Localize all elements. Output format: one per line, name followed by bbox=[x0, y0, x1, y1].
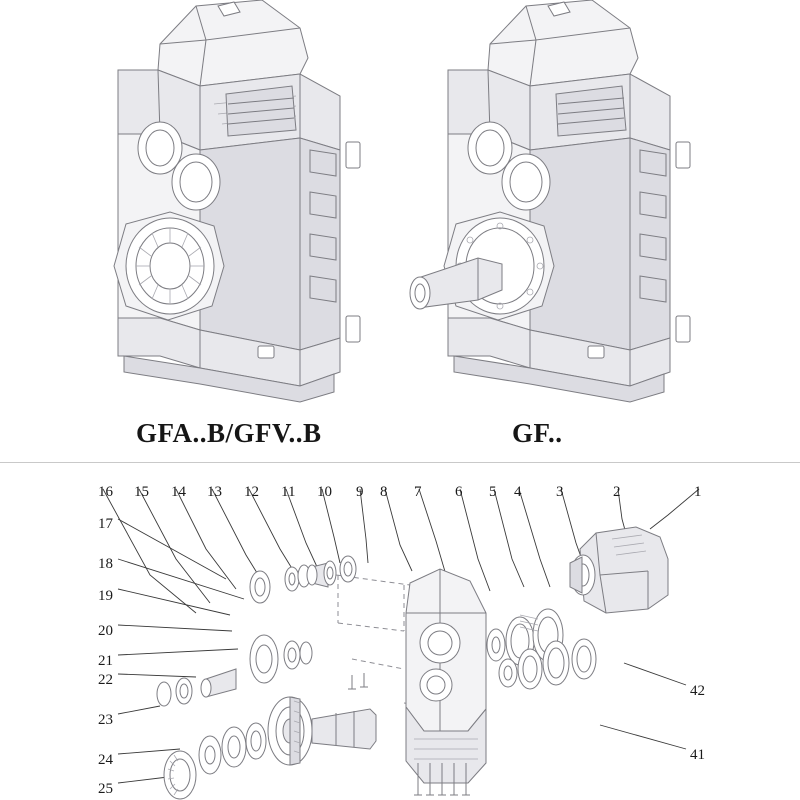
callout-number: 20 bbox=[98, 623, 113, 639]
callout-number: 12 bbox=[244, 484, 259, 500]
caption-left: GFA..B/GFV..B bbox=[136, 418, 322, 448]
callout-number: 42 bbox=[690, 683, 705, 699]
callout-number: 11 bbox=[281, 484, 296, 500]
callout-number: 7 bbox=[414, 484, 422, 500]
callout-number: 14 bbox=[171, 484, 186, 500]
callout-number: 8 bbox=[380, 484, 388, 500]
callout-number: 21 bbox=[98, 653, 113, 669]
callout-number: 17 bbox=[98, 516, 113, 532]
housing-body-part bbox=[406, 569, 486, 783]
callout-number: 10 bbox=[317, 484, 332, 500]
callout-number: 1 bbox=[694, 484, 702, 500]
callout-number: 6 bbox=[455, 484, 463, 500]
left-gear-unit-drawing bbox=[114, 0, 360, 402]
callout-number: 15 bbox=[134, 484, 149, 500]
callout-number: 18 bbox=[98, 556, 113, 572]
exploded-view-svg bbox=[0, 463, 800, 800]
callout-number: 19 bbox=[98, 588, 113, 604]
callout-number: 3 bbox=[556, 484, 564, 500]
callout-number: 41 bbox=[690, 747, 705, 763]
right-gear-unit-drawing bbox=[410, 0, 690, 402]
motor-assembly-part bbox=[570, 527, 668, 613]
callout-number: 23 bbox=[98, 712, 113, 728]
callout-number: 22 bbox=[98, 672, 113, 688]
callout-number: 9 bbox=[356, 484, 364, 500]
caption-right: GF.. bbox=[512, 418, 563, 448]
callout-number: 4 bbox=[514, 484, 522, 500]
callout-number: 24 bbox=[98, 752, 113, 768]
callout-number: 13 bbox=[207, 484, 222, 500]
callout-number: 16 bbox=[98, 484, 113, 500]
callout-number: 25 bbox=[98, 781, 113, 797]
exploded-view-panel bbox=[0, 463, 800, 800]
callout-number: 2 bbox=[613, 484, 621, 500]
callout-number: 5 bbox=[489, 484, 497, 500]
